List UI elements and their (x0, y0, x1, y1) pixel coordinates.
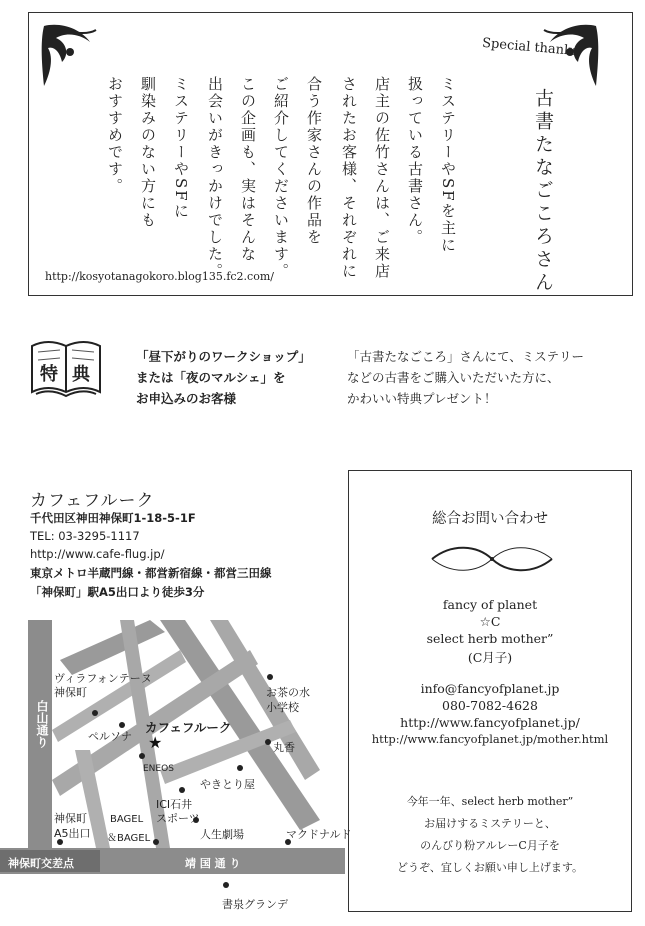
map-label: 白山通り (35, 700, 49, 748)
offer-description-line: などの古書をご購入いただいた方に、 (347, 370, 560, 385)
map-label: マクドナルド (286, 828, 352, 841)
thanks-text-column: 店主の佐竹さんは、ご来店 (373, 76, 391, 280)
contact-name: (C月子) (467, 650, 513, 665)
offer-description (347, 346, 584, 409)
offer-target-line: お申込みのお客様 (136, 391, 237, 406)
offer-target-line: 「昼下がりのワークショップ」 (136, 349, 311, 364)
map-label: 靖 国 通 り (185, 857, 241, 870)
offer-target-line: または「夜のマルシェ」を (136, 370, 286, 385)
contact-message: 今年一年、select herb mother” (406, 795, 574, 808)
corner-ornament-icon (40, 22, 100, 92)
map-label: ＆BAGEL (107, 833, 151, 844)
thanks-text-column: 出会いがきっかけでした。 (206, 76, 224, 280)
map-label: 小学校 (266, 701, 299, 714)
contact-url[interactable]: http://www.fancyofplanet.jp/ (400, 715, 580, 730)
contact-email[interactable]: info@fancyofplanet.jp (420, 681, 560, 696)
contact-title: 総合お問い合わせ (432, 511, 548, 527)
map-label: やきとり屋 (200, 778, 255, 791)
cafe-star-icon: ★ (148, 733, 163, 752)
thanks-text-column: 扱っている古書さん。 (406, 76, 424, 246)
contact-url[interactable]: http://www.fancyofplanet.jp/mother.html (371, 732, 609, 746)
offer-description-line: かわいい特典プレゼント！ (347, 391, 497, 406)
contact-phone: 080-7082-4628 (442, 698, 538, 713)
map-label: ICI石井 (156, 798, 193, 811)
cafe-name: カフェフルーク (30, 491, 155, 511)
thanks-text-column: 合う作家さんの作品を (305, 76, 323, 246)
contact-name: ☆C (479, 614, 501, 629)
contact-message: のんびり粉アルレーC月子を (420, 839, 560, 852)
map-road (60, 620, 165, 675)
thanks-text-column: ご紹介してくださいます。 (272, 76, 290, 280)
offer-description-line: 「古書たなごころ」さんにて、ミステリー (347, 349, 585, 364)
cafe-url[interactable]: http://www.cafe-flug.jp/ (30, 547, 165, 561)
contact-box (348, 470, 632, 912)
map-label: ENEOS (143, 764, 174, 774)
thanks-text-column: ミステリーやSFを主に (439, 76, 457, 254)
tokuten-char: 典 (72, 364, 90, 385)
map-label-cafe: カフェフルーク (145, 720, 232, 735)
map-label: 丸香 (273, 741, 295, 754)
map-label: BAGEL (110, 814, 144, 825)
tokuten-char: 特 (40, 364, 58, 385)
map-label: お茶の水 (266, 686, 310, 699)
map-label: 神保町 (54, 686, 87, 699)
blog-url[interactable]: http://kosyotanagokoro.blog135.fc2.com/ (45, 270, 274, 283)
shop-title: 古書たなごころさん (532, 88, 554, 295)
thanks-text-column: この企画も、実はそんな (239, 76, 257, 263)
flourish-icon (427, 543, 557, 575)
map-label: 書泉グランデ (222, 898, 288, 911)
tokuten-book-icon (28, 336, 104, 402)
map-label: A5出口 (54, 827, 91, 840)
cafe-access: 東京メトロ半蔵門線・都営新宿線・都営三田線 (30, 566, 272, 580)
special-thanks-label: Special thanks (481, 35, 580, 60)
map-label: 人生劇場 (200, 828, 244, 841)
cafe-tel: TEL: 03-3295-1117 (30, 529, 140, 543)
contact-name: select herb mother” (426, 631, 554, 646)
cafe-address: 千代田区神田神保町1-18-5-1F (30, 511, 196, 525)
thanks-text-column: されたお客様、それぞれに (340, 76, 358, 280)
map-label: スポーツ (156, 812, 200, 825)
thanks-text-column: おすすめです。 (106, 76, 124, 195)
contact-message: お届けするミステリーと、 (424, 817, 556, 830)
thanks-text-column: ミステリーやSFに (172, 76, 190, 220)
contact-message: どうぞ、宜しくお願い申し上げます。 (397, 861, 583, 874)
cafe-access: 「神保町」駅A5出口より徒歩3分 (30, 585, 205, 599)
thanks-text-column: 馴染みのない方にも (139, 76, 157, 229)
contact-name: fancy of planet (442, 597, 538, 612)
map-label: ペルソナ (88, 730, 132, 743)
offer-target (136, 346, 311, 409)
map-label: 神保町交差点 (8, 857, 74, 870)
map-label: ヴィラフォンテーヌ (54, 672, 152, 685)
map-label: 神保町 (54, 812, 87, 825)
